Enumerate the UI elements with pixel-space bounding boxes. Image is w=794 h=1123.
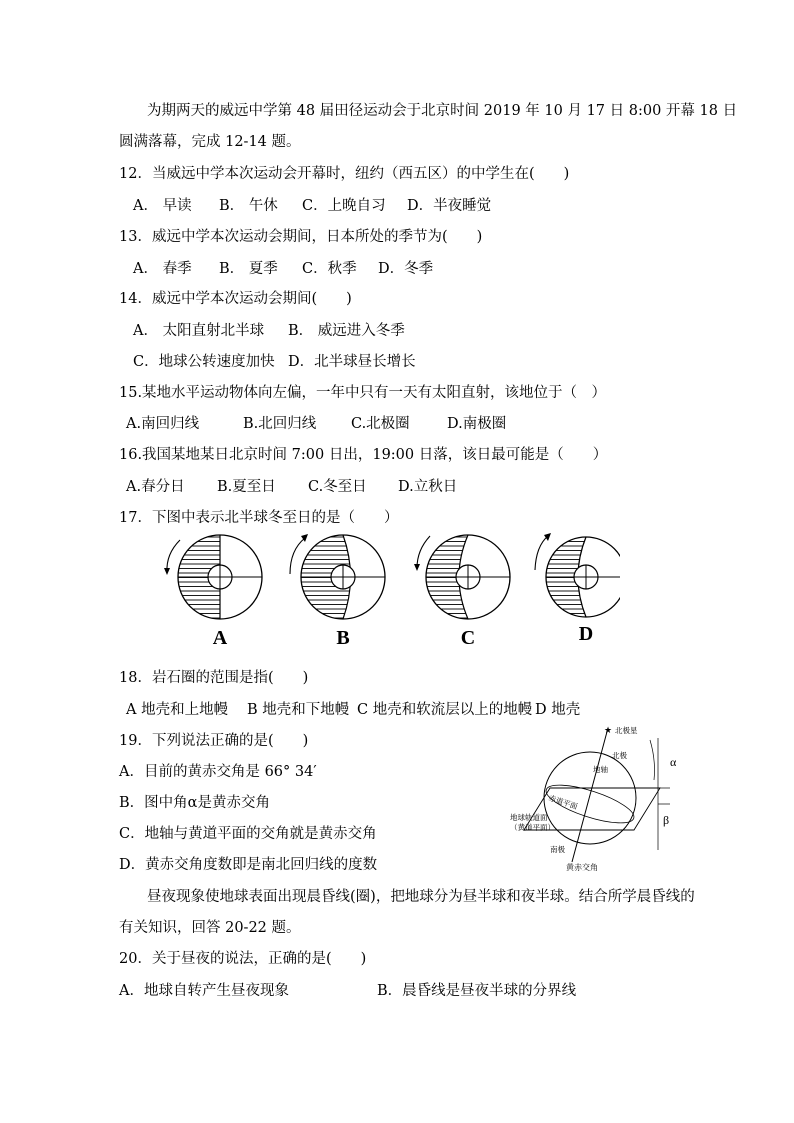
question-17-stem: 17．下图中表示北半球冬至日的是（ ） bbox=[119, 510, 399, 526]
orbit-plane-label: 地球轨道面 bbox=[510, 813, 548, 822]
obliquity-diagram bbox=[490, 720, 690, 878]
question-19-stem: 19．下列说法正确的是( ) bbox=[119, 733, 309, 749]
figure-d-label: D bbox=[578, 623, 594, 645]
figure-c-label: C bbox=[460, 627, 476, 649]
question-18-stem: 18．岩石圈的范围是指( ) bbox=[119, 670, 309, 686]
figure-caption: 黄赤交角 bbox=[566, 863, 598, 872]
q16-option-b: B.夏至日 bbox=[217, 479, 276, 495]
intro-line-1: 为期两天的威远中学第 48 届田径运动会于北京时间 2019 年 10 月 17 日 8:00 开幕 18 日 bbox=[147, 103, 738, 119]
question-12-stem: 12．当威远中学本次运动会开幕时，纽约（西五区）的中学生在( ) bbox=[119, 166, 570, 182]
figure-d bbox=[535, 533, 620, 617]
q12-option-d: D．半夜睡觉 bbox=[407, 198, 492, 214]
q17-figures bbox=[150, 532, 620, 652]
alpha-label: α bbox=[670, 755, 677, 769]
q18-option-c: C 地壳和软流层以上的地幔 bbox=[357, 702, 533, 718]
question-16-stem: 16.我国某地某日北京时间 7:00 日出，19:00 日落，该日最可能是（ ） bbox=[119, 447, 608, 463]
axis-label: 地轴 bbox=[593, 765, 608, 774]
q20-option-b: B．晨昏线是昼夜半球的分界线 bbox=[377, 983, 577, 999]
q20-option-a: A．地球自转产生昼夜现象 bbox=[119, 983, 289, 999]
figure-a-label: A bbox=[212, 627, 228, 649]
q13-option-d: D．冬季 bbox=[378, 261, 434, 277]
star-icon: ★ bbox=[603, 725, 613, 735]
intro2-line-1: 昼夜现象使地球表面出现晨昏线(圈)，把地球分为昼半球和夜半球。结合所学晨昏线的 bbox=[147, 889, 695, 905]
q18-option-d: D 地壳 bbox=[535, 702, 581, 718]
q18-option-a: A 地壳和上地幔 bbox=[126, 702, 229, 718]
q15-option-c: C.北极圈 bbox=[351, 416, 410, 432]
q19-option-d: D．黄赤交角度数即是南北回归线的度数 bbox=[119, 857, 378, 873]
q13-option-b: B． 夏季 bbox=[219, 261, 278, 277]
q14-option-c: C．地球公转速度加快 bbox=[133, 354, 275, 370]
beta-label: β bbox=[663, 813, 670, 827]
q16-option-d: D.立秋日 bbox=[398, 479, 458, 495]
equator-plane-label: 赤道平面 bbox=[547, 793, 579, 812]
q16-option-a: A.春分日 bbox=[126, 479, 185, 495]
q15-option-a: A.南回归线 bbox=[126, 416, 200, 432]
q19-option-b: B．图中角α是黄赤交角 bbox=[119, 795, 270, 811]
question-20-stem: 20．关于昼夜的说法，正确的是( ) bbox=[119, 951, 367, 967]
q14-option-d: D．北半球昼长增长 bbox=[288, 354, 416, 370]
orbit-plane-sublabel: （黄道平面） bbox=[510, 823, 555, 832]
q15-option-d: D.南极圈 bbox=[447, 416, 507, 432]
figure-c bbox=[414, 535, 510, 619]
q15-option-b: B.北回归线 bbox=[243, 416, 317, 432]
figure-b-label: B bbox=[336, 627, 350, 649]
north-star-label: 北极星 bbox=[615, 726, 638, 735]
q16-option-c: C.冬至日 bbox=[308, 479, 367, 495]
intro2-line-2: 有关知识，回答 20-22 题。 bbox=[119, 920, 301, 936]
q19-option-a: A．目前的黄赤交角是 66° 34′ bbox=[119, 764, 317, 780]
q18-option-b: B 地壳和下地幔 bbox=[247, 702, 350, 718]
south-pole-label: 南极 bbox=[550, 845, 565, 854]
figure-a bbox=[164, 532, 262, 622]
question-15-stem: 15.某地水平运动物体向左偏，一年中只有一天有太阳直射，该地位于（ ） bbox=[119, 385, 607, 401]
figure-b bbox=[290, 534, 385, 619]
q14-option-b: B． 威远进入冬季 bbox=[288, 323, 405, 339]
question-13-stem: 13．威远中学本次运动会期间，日本所处的季节为( ) bbox=[119, 229, 483, 245]
q19-option-c: C．地轴与黄道平面的交角就是黄赤交角 bbox=[119, 826, 377, 842]
q13-option-c: C．秋季 bbox=[302, 261, 357, 277]
q12-option-b: B． 午休 bbox=[219, 198, 278, 214]
north-pole-label: 北极 bbox=[612, 751, 627, 760]
q13-option-a: A． 春季 bbox=[133, 261, 192, 277]
q14-option-a: A． 太阳直射北半球 bbox=[133, 323, 265, 339]
question-14-stem: 14．威远中学本次运动会期间( ) bbox=[119, 291, 352, 307]
q12-option-c: C．上晚自习 bbox=[302, 198, 386, 214]
intro-line-2: 圆满落幕，完成 12-14 题。 bbox=[119, 134, 301, 150]
q12-option-a: A． 早读 bbox=[133, 198, 192, 214]
